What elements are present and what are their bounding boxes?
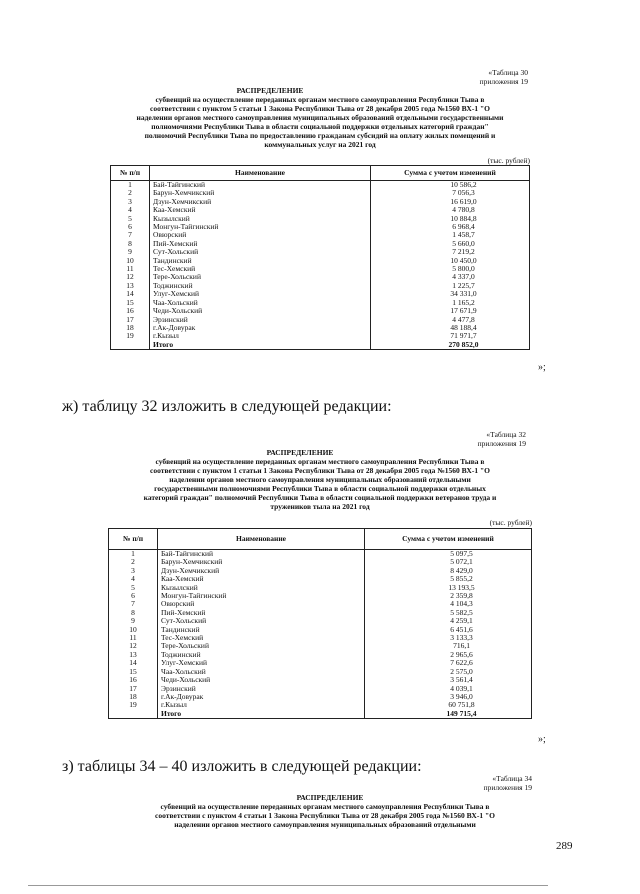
table32-unit: (тыс. рублей): [489, 518, 532, 527]
row-sum: 5 582,5: [365, 609, 532, 617]
row-name: Овюрский: [158, 600, 365, 608]
row-sum: 7 622,6: [365, 659, 532, 667]
row-number: 14: [109, 659, 158, 667]
row-sum: 4 259,1: [365, 617, 532, 625]
row-number: 6: [109, 592, 158, 600]
row-number: 2: [111, 189, 150, 197]
row-sum: 2 965,6: [365, 651, 532, 659]
table32-title: РАСПРЕДЕЛЕНИЕ: [266, 448, 334, 457]
row-sum: 71 971,7: [371, 332, 530, 340]
row-name: Сут-Хольский: [150, 248, 371, 256]
row-name: Улуг-Хемский: [150, 290, 371, 298]
row-name: Барун-Хемчикский: [158, 558, 365, 566]
row-name: г.Ак-Довурак: [150, 324, 371, 332]
row-number: 15: [109, 668, 158, 676]
col-name-header: Наименование: [158, 529, 365, 550]
row-name: Чеди-Хольский: [150, 307, 371, 315]
row-name: Тоджинский: [158, 651, 365, 659]
row-sum: 10 586,2: [371, 181, 530, 190]
table34-appendix: приложения 19: [483, 783, 532, 792]
row-number: 6: [111, 223, 150, 231]
row-sum: 5 800,0: [371, 265, 530, 273]
row-number: 7: [111, 231, 150, 239]
row-sum: 5 072,1: [365, 558, 532, 566]
row-number: 1: [111, 181, 150, 190]
row-name: Монгун-Тайгинский: [158, 592, 365, 600]
row-name: г.Ак-Довурак: [158, 693, 365, 701]
table34-title: РАСПРЕДЕЛЕНИЕ: [296, 793, 364, 802]
row-sum: 6 968,4: [371, 223, 530, 231]
row-name: Бай-Тайгинский: [158, 550, 365, 559]
col-name-header: Наименование: [150, 166, 371, 181]
col-sum-header: Сумма с учетом изменений: [371, 166, 530, 181]
row-sum: 716,1: [365, 642, 532, 650]
row-name: Пий-Хемский: [150, 240, 371, 248]
row-name: Дзун-Хемчикский: [150, 198, 371, 206]
total-value: 270 852,0: [371, 341, 530, 350]
row-sum: 3 133,3: [365, 634, 532, 642]
row-name: Эрзинский: [158, 685, 365, 693]
row-number: 19: [111, 332, 150, 340]
row-sum: 5 097,5: [365, 550, 532, 559]
row-number: 7: [109, 600, 158, 608]
total-empty-cell: [109, 710, 158, 719]
table32-description: субвенций на осуществление переданных органам местного самоуправления Республики Тыва в соответствии с пунктом 1 статьи 1 Закона Республики Тыва от 28 декабря 2005 года №1560 ВХ-1 "О наделении органов местного самоуправления муниципальных образований отдельными государственными полномочиями Республики Тыва в области социальной поддержки отдельных категорий граждан" полномочий Республики Тыва в области социальной поддержки ветеранов труда и тружеников тыла на 2021 год: [143, 457, 497, 511]
row-sum: 4 780,8: [371, 206, 530, 214]
row-sum: 5 855,2: [365, 575, 532, 583]
row-sum: 48 188,4: [371, 324, 530, 332]
row-number: 3: [109, 567, 158, 575]
instruction-tables-34-40: з) таблицы 34 – 40 изложить в следующей редакции:: [62, 758, 422, 775]
row-sum: 4 104,3: [365, 600, 532, 608]
total-label: Итого: [158, 710, 365, 719]
row-name: Улуг-Хемский: [158, 659, 365, 667]
row-number: 15: [111, 299, 150, 307]
row-sum: 1 165,2: [371, 299, 530, 307]
row-name: Тере-Хольский: [158, 642, 365, 650]
row-name: Сут-Хольский: [158, 617, 365, 625]
table34-label: «Таблица 34: [492, 774, 532, 783]
row-sum: 17 671,9: [371, 307, 530, 315]
row-number: 1: [109, 550, 158, 559]
row-number: 3: [111, 198, 150, 206]
row-sum: 4 337,0: [371, 273, 530, 281]
row-number: 16: [111, 307, 150, 315]
row-number: 8: [109, 609, 158, 617]
total-empty-cell: [111, 341, 150, 350]
row-number: 10: [109, 626, 158, 634]
col-sum-header: Сумма с учетом изменений: [365, 529, 532, 550]
table30-appendix: приложения 19: [479, 77, 528, 86]
col-number-header: № п/п: [109, 529, 158, 550]
row-number: 11: [109, 634, 158, 642]
row-number: 5: [109, 584, 158, 592]
row-number: 18: [111, 324, 150, 332]
row-number: 18: [109, 693, 158, 701]
row-sum: 1 458,7: [371, 231, 530, 239]
table30-title: РАСПРЕДЕЛЕНИЕ: [236, 86, 304, 95]
row-number: 13: [111, 282, 150, 290]
row-number: 11: [111, 265, 150, 273]
row-number: 4: [109, 575, 158, 583]
row-number: 12: [109, 642, 158, 650]
row-sum: 7 219,2: [371, 248, 530, 256]
row-sum: 8 429,0: [365, 567, 532, 575]
row-name: Чаа-Хольский: [150, 299, 371, 307]
row-sum: 10 884,8: [371, 215, 530, 223]
row-sum: 4 039,1: [365, 685, 532, 693]
row-name: Барун-Хемчикский: [150, 189, 371, 197]
table30-closing-quote: »;: [538, 362, 546, 373]
row-number: 2: [109, 558, 158, 566]
row-sum: 6 451,6: [365, 626, 532, 634]
row-sum: 3 946,0: [365, 693, 532, 701]
row-name: Чеди-Хольский: [158, 676, 365, 684]
row-number: 9: [111, 248, 150, 256]
row-sum: 10 450,0: [371, 257, 530, 265]
row-number: 19: [109, 701, 158, 709]
row-number: 16: [109, 676, 158, 684]
row-sum: 1 225,7: [371, 282, 530, 290]
row-name: Пий-Хемский: [158, 609, 365, 617]
total-row: [111, 341, 530, 350]
row-number: 17: [109, 685, 158, 693]
table30-label: «Таблица 30: [488, 68, 528, 77]
row-number: 4: [111, 206, 150, 214]
row-name: Монгун-Тайгинский: [150, 223, 371, 231]
table32-appendix: приложения 19: [477, 439, 526, 448]
row-number: 9: [109, 617, 158, 625]
row-number: 5: [111, 215, 150, 223]
instruction-table-32: ж) таблицу 32 изложить в следующей редакции:: [62, 398, 392, 415]
table32-closing-quote: »;: [538, 734, 546, 745]
table30-description: субвенций на осуществление переданных органам местного самоуправления Республики Тыва в соответствии с пунктом 5 статьи 1 Закона Республики Тыва от 28 декабря 2005 года №1560 ВХ-1 "О наделении органов местного самоуправления муниципальных образований отдельными государственными полномочиями Республики Тыва в области социальной поддержки отдельных категорий граждан" полномочий Республики Тыва по предоставлению гражданам субсидий на оплату жилых помещений и коммунальных услуг на 2021 год: [136, 95, 504, 149]
row-name: Тандинский: [158, 626, 365, 634]
row-name: Каа-Хемский: [158, 575, 365, 583]
row-name: Тес-Хемский: [158, 634, 365, 642]
row-number: 12: [111, 273, 150, 281]
row-name: Тоджинский: [150, 282, 371, 290]
row-sum: 60 751,8: [365, 701, 532, 709]
row-sum: 13 193,5: [365, 584, 532, 592]
table30-body: [111, 181, 530, 350]
row-number: 14: [111, 290, 150, 298]
row-name: Дзун-Хемчикский: [158, 567, 365, 575]
table32: [108, 528, 532, 719]
table32-label: «Таблица 32: [486, 430, 526, 439]
row-name: г.Кызыл: [150, 332, 371, 340]
row-name: Овюрский: [150, 231, 371, 239]
row-name: Тере-Хольский: [150, 273, 371, 281]
row-sum: 7 056,3: [371, 189, 530, 197]
row-name: Кызылский: [150, 215, 371, 223]
bottom-divider: [28, 885, 548, 886]
row-name: Каа-Хемский: [150, 206, 371, 214]
table34-description: субвенций на осуществление переданных органам местного самоуправления Республики Тыва в соответствии с пунктом 4 статьи 1 Закона Республики Тыва от 28 декабря 2005 года №1560 ВХ-1 "О наделении органов местного самоуправления муниципальных образований отдельными: [155, 802, 495, 829]
row-number: 17: [111, 316, 150, 324]
table30-unit: (тыс. рублей): [487, 156, 530, 165]
row-name: Тандинский: [150, 257, 371, 265]
row-sum: 5 660,0: [371, 240, 530, 248]
row-name: Чаа-Хольский: [158, 668, 365, 676]
total-value: 149 715,4: [365, 710, 532, 719]
row-name: Тес-Хемский: [150, 265, 371, 273]
total-label: Итого: [150, 341, 371, 350]
row-number: 10: [111, 257, 150, 265]
row-name: Кызылский: [158, 584, 365, 592]
row-name: г.Кызыл: [158, 701, 365, 709]
row-sum: 4 477,8: [371, 316, 530, 324]
row-sum: 2 359,8: [365, 592, 532, 600]
row-sum: 34 331,0: [371, 290, 530, 298]
table32-body: [109, 550, 532, 719]
row-name: Бай-Тайгинский: [150, 181, 371, 190]
col-number-header: № п/п: [111, 166, 150, 181]
row-sum: 2 575,0: [365, 668, 532, 676]
row-sum: 16 619,0: [371, 198, 530, 206]
total-row: [109, 710, 532, 719]
row-number: 8: [111, 240, 150, 248]
table30: [110, 165, 530, 350]
row-sum: 3 561,4: [365, 676, 532, 684]
page-number: 289: [556, 840, 573, 852]
row-name: Эрзинский: [150, 316, 371, 324]
row-number: 13: [109, 651, 158, 659]
